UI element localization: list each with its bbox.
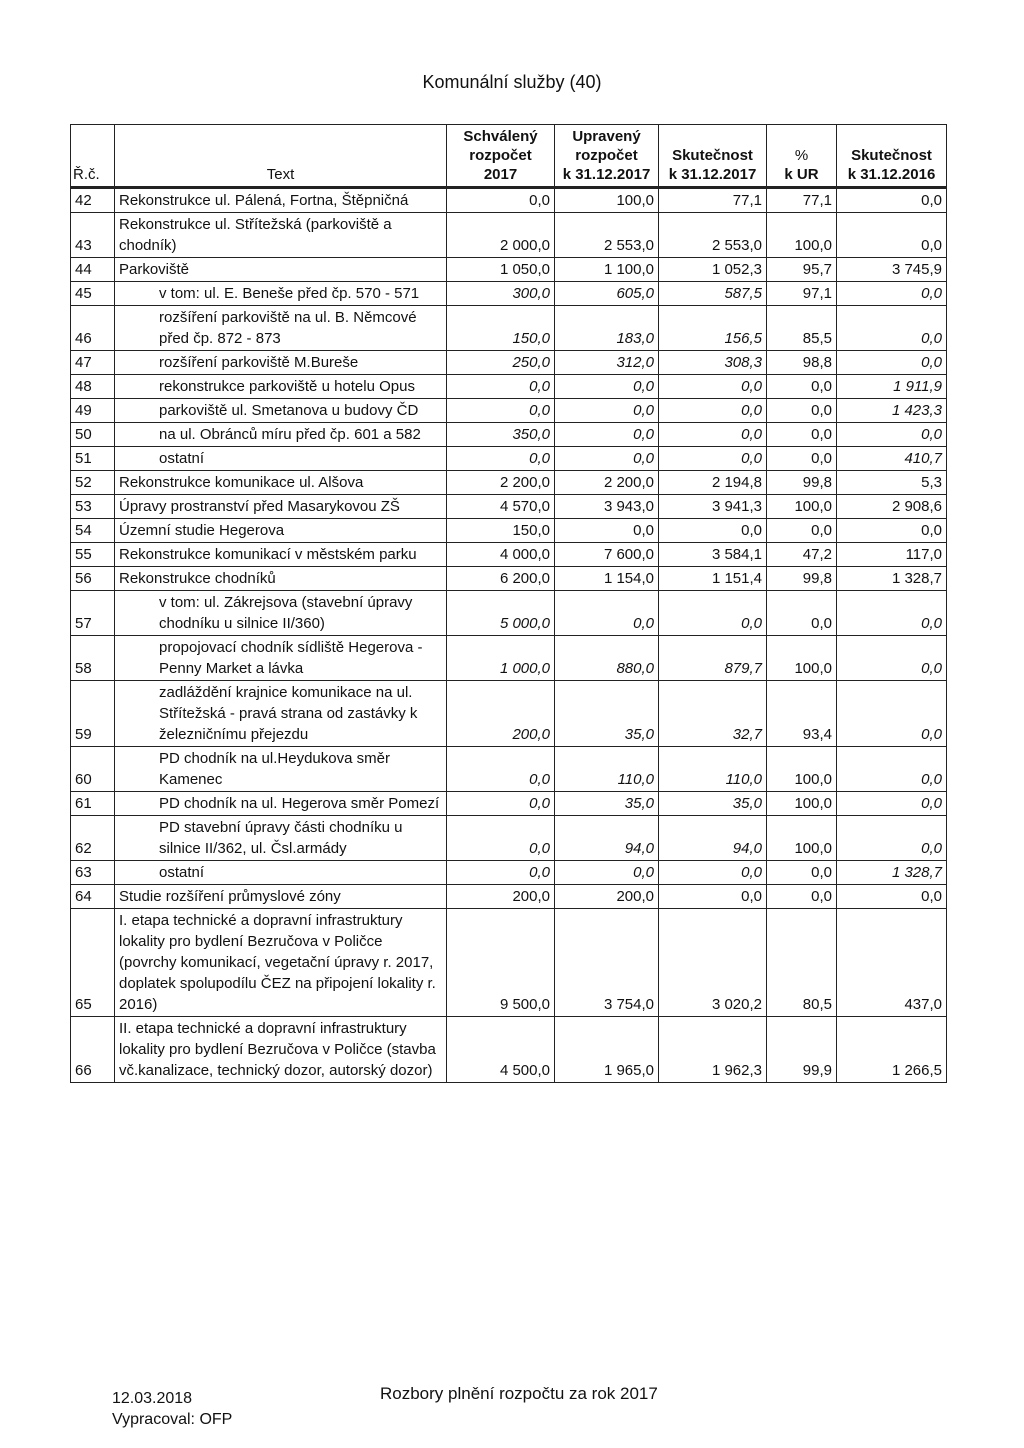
row-text: Rekonstrukce chodníků — [115, 567, 447, 591]
percent-cell: 80,5 — [767, 909, 837, 1017]
percent-cell: 0,0 — [767, 447, 837, 471]
actual-2016-cell: 1 328,7 — [837, 567, 947, 591]
actual-2017-cell: 308,3 — [659, 351, 767, 375]
approved-budget-cell: 0,0 — [447, 375, 555, 399]
actual-2016-cell: 0,0 — [837, 519, 947, 543]
row-text: propojovací chodník sídliště Hegerova - Penny Market a lávka — [115, 636, 447, 681]
actual-2017-cell: 0,0 — [659, 423, 767, 447]
actual-2017-cell: 77,1 — [659, 188, 767, 213]
actual-2016-cell: 1 328,7 — [837, 861, 947, 885]
table-row — [71, 816, 947, 861]
percent-cell: 99,8 — [767, 471, 837, 495]
row-number: 58 — [71, 636, 115, 681]
percent-cell: 100,0 — [767, 636, 837, 681]
actual-2016-cell: 0,0 — [837, 816, 947, 861]
row-number: 55 — [71, 543, 115, 567]
table-row — [71, 519, 947, 543]
actual-2016-cell: 2 908,6 — [837, 495, 947, 519]
percent-cell: 100,0 — [767, 495, 837, 519]
row-number: 54 — [71, 519, 115, 543]
actual-2017-cell: 32,7 — [659, 681, 767, 747]
actual-2016-cell: 0,0 — [837, 188, 947, 213]
adjusted-budget-cell: 1 100,0 — [555, 258, 659, 282]
row-number: 47 — [71, 351, 115, 375]
row-number: 43 — [71, 213, 115, 258]
approved-budget-cell: 1 050,0 — [447, 258, 555, 282]
actual-2017-cell: 156,5 — [659, 306, 767, 351]
actual-2016-cell: 0,0 — [837, 792, 947, 816]
header-row-number: Ř.č. — [71, 125, 115, 188]
approved-budget-cell: 5 000,0 — [447, 591, 555, 636]
row-text: Rekonstrukce komunikací v městském parku — [115, 543, 447, 567]
row-number: 51 — [71, 447, 115, 471]
row-text: Úpravy prostranství před Masarykovou ZŠ — [115, 495, 447, 519]
approved-budget-cell: 0,0 — [447, 816, 555, 861]
row-number: 65 — [71, 909, 115, 1017]
adjusted-budget-cell: 1 154,0 — [555, 567, 659, 591]
adjusted-budget-cell: 35,0 — [555, 681, 659, 747]
adjusted-budget-cell: 94,0 — [555, 816, 659, 861]
approved-budget-cell: 0,0 — [447, 792, 555, 816]
actual-2017-cell: 2 194,8 — [659, 471, 767, 495]
percent-cell: 0,0 — [767, 591, 837, 636]
percent-cell: 99,9 — [767, 1017, 837, 1083]
adjusted-budget-cell: 100,0 — [555, 188, 659, 213]
actual-2017-cell: 0,0 — [659, 447, 767, 471]
row-number: 62 — [71, 816, 115, 861]
actual-2017-cell: 3 020,2 — [659, 909, 767, 1017]
table-row — [71, 792, 947, 816]
row-text: Rekonstrukce ul. Střítežská (parkoviště a chodník) — [115, 213, 447, 258]
adjusted-budget-cell: 0,0 — [555, 447, 659, 471]
header-approved-budget: Schválený rozpočet 2017 — [447, 125, 555, 188]
actual-2017-cell: 0,0 — [659, 519, 767, 543]
adjusted-budget-cell: 3 943,0 — [555, 495, 659, 519]
actual-2017-cell: 879,7 — [659, 636, 767, 681]
percent-cell: 93,4 — [767, 681, 837, 747]
actual-2017-cell: 587,5 — [659, 282, 767, 306]
percent-cell: 97,1 — [767, 282, 837, 306]
header-adjusted-budget: Upravený rozpočet k 31.12.2017 — [555, 125, 659, 188]
approved-budget-cell: 2 000,0 — [447, 213, 555, 258]
adjusted-budget-cell: 605,0 — [555, 282, 659, 306]
actual-2017-cell: 0,0 — [659, 861, 767, 885]
row-number: 48 — [71, 375, 115, 399]
approved-budget-cell: 0,0 — [447, 747, 555, 792]
header-text: Text — [115, 125, 447, 188]
row-text: II. etapa technické a dopravní infrastruktury lokality pro bydlení Bezručova v Poličce (stavba vč.kanalizace, technický dozor, autorský dozor) — [115, 1017, 447, 1083]
row-number: 42 — [71, 188, 115, 213]
actual-2016-cell: 117,0 — [837, 543, 947, 567]
actual-2016-cell: 1 423,3 — [837, 399, 947, 423]
table-row — [71, 399, 947, 423]
row-number: 66 — [71, 1017, 115, 1083]
footer-date: 12.03.2018 — [112, 1390, 193, 1407]
actual-2016-cell: 0,0 — [837, 282, 947, 306]
approved-budget-cell: 0,0 — [447, 399, 555, 423]
approved-budget-cell: 350,0 — [447, 423, 555, 447]
actual-2017-cell: 1 151,4 — [659, 567, 767, 591]
row-number: 60 — [71, 747, 115, 792]
adjusted-budget-cell: 0,0 — [555, 519, 659, 543]
row-text: ostatní — [115, 447, 447, 471]
adjusted-budget-cell: 2 200,0 — [555, 471, 659, 495]
adjusted-budget-cell: 7 600,0 — [555, 543, 659, 567]
percent-cell: 85,5 — [767, 306, 837, 351]
adjusted-budget-cell: 3 754,0 — [555, 909, 659, 1017]
table-row — [71, 681, 947, 747]
actual-2016-cell: 0,0 — [837, 213, 947, 258]
table-row — [71, 306, 947, 351]
table-row — [71, 495, 947, 519]
row-text: rozšíření parkoviště na ul. B. Němcové před čp. 872 - 873 — [115, 306, 447, 351]
percent-cell: 98,8 — [767, 351, 837, 375]
row-text: ostatní — [115, 861, 447, 885]
actual-2016-cell: 0,0 — [837, 747, 947, 792]
row-number: 63 — [71, 861, 115, 885]
row-text: PD stavební úpravy části chodníku u silnice II/362, ul. Čsl.armády — [115, 816, 447, 861]
row-number: 59 — [71, 681, 115, 747]
page-title: Komunální služby (40) — [422, 72, 602, 92]
header-actual-2017: Skutečnost k 31.12.2017 — [659, 125, 767, 188]
approved-budget-cell: 4 570,0 — [447, 495, 555, 519]
row-text: rekonstrukce parkoviště u hotelu Opus — [115, 375, 447, 399]
footer-prepared-block — [112, 1388, 232, 1430]
row-number: 45 — [71, 282, 115, 306]
actual-2016-cell: 0,0 — [837, 681, 947, 747]
table-row — [71, 567, 947, 591]
table-row — [71, 747, 947, 792]
approved-budget-cell: 4 000,0 — [447, 543, 555, 567]
percent-cell: 0,0 — [767, 885, 837, 909]
row-number: 44 — [71, 258, 115, 282]
percent-cell: 100,0 — [767, 816, 837, 861]
header-actual-2016: Skutečnost k 31.12.2016 — [837, 125, 947, 188]
actual-2016-cell: 410,7 — [837, 447, 947, 471]
actual-2016-cell: 0,0 — [837, 885, 947, 909]
actual-2016-cell: 0,0 — [837, 351, 947, 375]
approved-budget-cell: 300,0 — [447, 282, 555, 306]
table-row — [71, 213, 947, 258]
approved-budget-cell: 9 500,0 — [447, 909, 555, 1017]
approved-budget-cell: 250,0 — [447, 351, 555, 375]
budget-table — [70, 124, 947, 1083]
table-row — [71, 351, 947, 375]
actual-2016-cell: 0,0 — [837, 636, 947, 681]
row-text: PD chodník na ul.Heydukova směr Kamenec — [115, 747, 447, 792]
percent-cell: 0,0 — [767, 861, 837, 885]
actual-2017-cell: 3 584,1 — [659, 543, 767, 567]
actual-2017-cell: 0,0 — [659, 885, 767, 909]
footer-prepared-by: Vypracoval: OFP — [112, 1411, 233, 1428]
row-text: Rekonstrukce ul. Pálená, Fortna, Štěpničná — [115, 188, 447, 213]
table-row — [71, 188, 947, 213]
row-number: 64 — [71, 885, 115, 909]
adjusted-budget-cell: 110,0 — [555, 747, 659, 792]
actual-2017-cell: 0,0 — [659, 375, 767, 399]
table-row — [71, 636, 947, 681]
actual-2016-cell: 3 745,9 — [837, 258, 947, 282]
table-row — [71, 1017, 947, 1083]
approved-budget-cell: 1 000,0 — [447, 636, 555, 681]
row-text: rozšíření parkoviště M.Bureše — [115, 351, 447, 375]
row-text: Územní studie Hegerova — [115, 519, 447, 543]
table-row — [71, 543, 947, 567]
actual-2016-cell: 0,0 — [837, 423, 947, 447]
percent-cell: 0,0 — [767, 375, 837, 399]
approved-budget-cell: 200,0 — [447, 885, 555, 909]
percent-cell: 100,0 — [767, 213, 837, 258]
actual-2017-cell: 94,0 — [659, 816, 767, 861]
table-row — [71, 423, 947, 447]
row-number: 61 — [71, 792, 115, 816]
row-text: PD chodník na ul. Hegerova směr Pomezí — [115, 792, 447, 816]
percent-cell: 77,1 — [767, 188, 837, 213]
table-row — [71, 282, 947, 306]
row-number: 52 — [71, 471, 115, 495]
actual-2016-cell: 0,0 — [837, 306, 947, 351]
approved-budget-cell: 150,0 — [447, 306, 555, 351]
actual-2016-cell: 1 266,5 — [837, 1017, 947, 1083]
table-row — [71, 861, 947, 885]
row-number: 53 — [71, 495, 115, 519]
actual-2016-cell: 437,0 — [837, 909, 947, 1017]
row-text: parkoviště ul. Smetanova u budovy ČD — [115, 399, 447, 423]
row-text: v tom: ul. Zákrejsova (stavební úpravy chodníku u silnice II/360) — [115, 591, 447, 636]
actual-2016-cell: 5,3 — [837, 471, 947, 495]
row-number: 50 — [71, 423, 115, 447]
row-number: 56 — [71, 567, 115, 591]
actual-2017-cell: 3 941,3 — [659, 495, 767, 519]
approved-budget-cell: 6 200,0 — [447, 567, 555, 591]
row-text: na ul. Obránců míru před čp. 601 a 582 — [115, 423, 447, 447]
row-text: Studie rozšíření průmyslové zóny — [115, 885, 447, 909]
adjusted-budget-cell: 0,0 — [555, 861, 659, 885]
row-number: 49 — [71, 399, 115, 423]
actual-2017-cell: 35,0 — [659, 792, 767, 816]
adjusted-budget-cell: 0,0 — [555, 423, 659, 447]
actual-2017-cell: 1 052,3 — [659, 258, 767, 282]
table-row — [71, 885, 947, 909]
actual-2017-cell: 110,0 — [659, 747, 767, 792]
actual-2017-cell: 1 962,3 — [659, 1017, 767, 1083]
table-row — [71, 909, 947, 1017]
percent-cell: 100,0 — [767, 792, 837, 816]
percent-cell: 99,8 — [767, 567, 837, 591]
percent-cell: 0,0 — [767, 399, 837, 423]
approved-budget-cell: 0,0 — [447, 861, 555, 885]
approved-budget-cell: 2 200,0 — [447, 471, 555, 495]
adjusted-budget-cell: 312,0 — [555, 351, 659, 375]
approved-budget-cell: 150,0 — [447, 519, 555, 543]
adjusted-budget-cell: 0,0 — [555, 591, 659, 636]
adjusted-budget-cell: 1 965,0 — [555, 1017, 659, 1083]
adjusted-budget-cell: 0,0 — [555, 399, 659, 423]
adjusted-budget-cell: 200,0 — [555, 885, 659, 909]
adjusted-budget-cell: 2 553,0 — [555, 213, 659, 258]
table-row — [71, 591, 947, 636]
percent-cell: 100,0 — [767, 747, 837, 792]
header-percent: % k UR — [767, 125, 837, 188]
adjusted-budget-cell: 0,0 — [555, 375, 659, 399]
actual-2017-cell: 0,0 — [659, 591, 767, 636]
table-row — [71, 375, 947, 399]
percent-cell: 0,0 — [767, 519, 837, 543]
table-row — [71, 471, 947, 495]
table-row — [71, 447, 947, 471]
actual-2017-cell: 0,0 — [659, 399, 767, 423]
adjusted-budget-cell: 183,0 — [555, 306, 659, 351]
row-number: 46 — [71, 306, 115, 351]
row-text: I. etapa technické a dopravní infrastruktury lokality pro bydlení Bezručova v Poličce (povrchy komunikací, vegetační úpravy r. 2017, doplatek spolupodílu ČEZ na připojení lokality r. 2016) — [115, 909, 447, 1017]
table-header-row — [71, 125, 947, 188]
percent-cell: 0,0 — [767, 423, 837, 447]
actual-2016-cell: 1 911,9 — [837, 375, 947, 399]
row-text: v tom: ul. E. Beneše před čp. 570 - 571 — [115, 282, 447, 306]
adjusted-budget-cell: 35,0 — [555, 792, 659, 816]
row-text: Parkoviště — [115, 258, 447, 282]
percent-cell: 47,2 — [767, 543, 837, 567]
footer-report-title: Rozbory plnění rozpočtu za rok 2017 — [380, 1384, 658, 1403]
approved-budget-cell: 200,0 — [447, 681, 555, 747]
row-text: Rekonstrukce komunikace ul. Alšova — [115, 471, 447, 495]
row-text: zadláždění krajnice komunikace na ul. Střítežská - pravá strana od zastávky k železničnímu přejezdu — [115, 681, 447, 747]
approved-budget-cell: 4 500,0 — [447, 1017, 555, 1083]
approved-budget-cell: 0,0 — [447, 447, 555, 471]
table-row — [71, 258, 947, 282]
percent-cell: 95,7 — [767, 258, 837, 282]
actual-2017-cell: 2 553,0 — [659, 213, 767, 258]
approved-budget-cell: 0,0 — [447, 188, 555, 213]
actual-2016-cell: 0,0 — [837, 591, 947, 636]
adjusted-budget-cell: 880,0 — [555, 636, 659, 681]
row-number: 57 — [71, 591, 115, 636]
